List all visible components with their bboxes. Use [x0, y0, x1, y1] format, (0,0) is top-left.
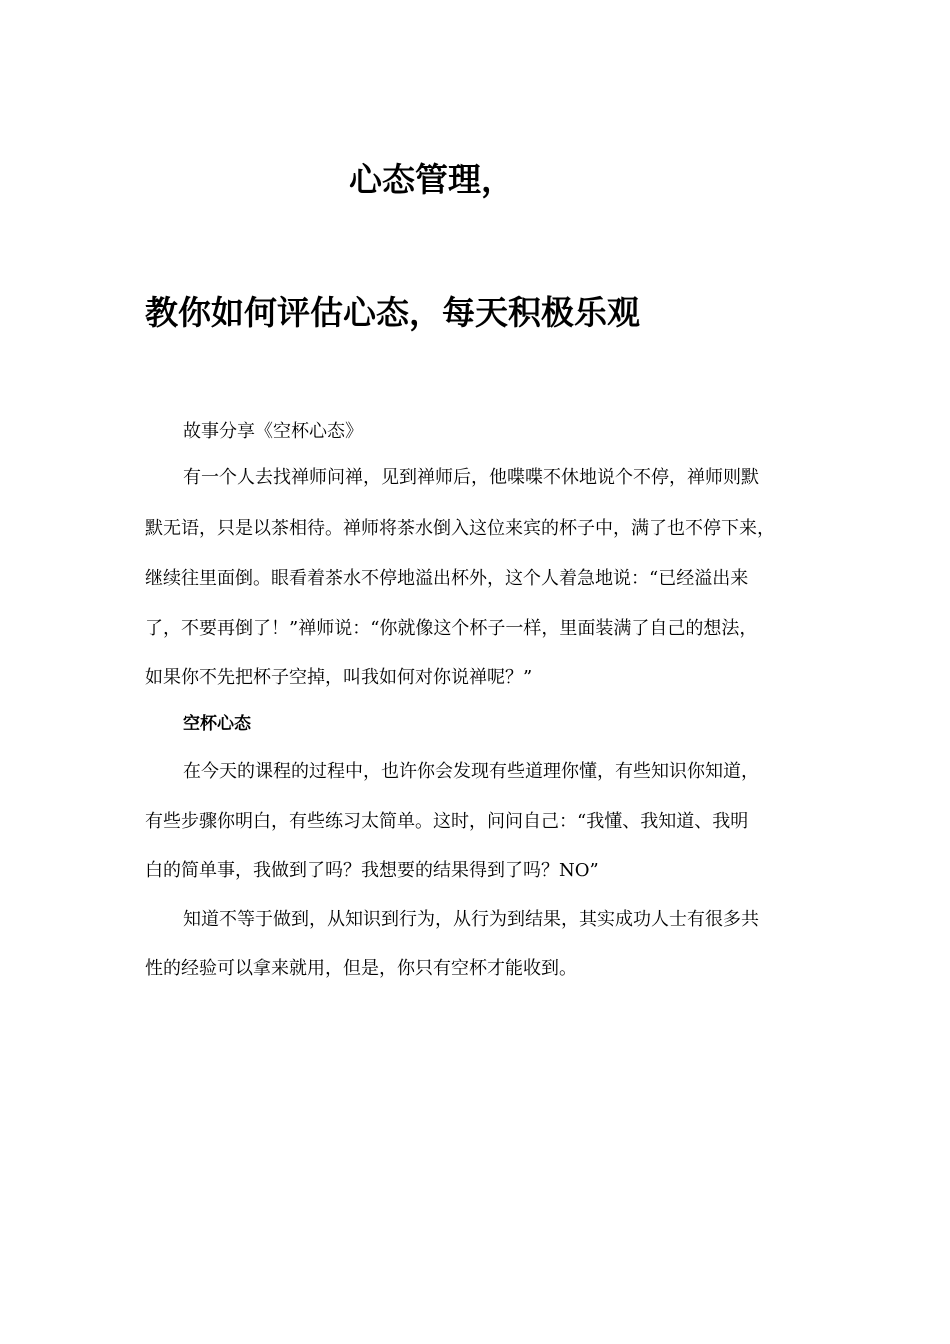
document-title-line-2: 教你如何评估心态，每天积极乐观 [145, 293, 640, 332]
section-heading: 空杯心态 [183, 714, 251, 734]
paragraph-line: 在今天的课程的过程中，也许你会发现有些道理你懂，有些知识你知道， [183, 761, 759, 782]
story-paragraph-line: 了，不要再倒了！”禅师说：“你就像这个杯子一样，里面装满了自己的想法， [145, 618, 758, 639]
story-paragraph-line: 默无语，只是以茶相待。禅师将茶水倒入这位来宾的杯子中，满了也不停下来， [145, 518, 775, 539]
paragraph-line: 性的经验可以拿来就用，但是，你只有空杯才能收到。 [145, 958, 577, 979]
paragraph-line: 白的简单事，我做到了吗？我想要的结果得到了吗？NO” [145, 860, 599, 881]
story-paragraph-line: 如果你不先把杯子空掉，叫我如何对你说禅呢？” [145, 667, 533, 688]
story-paragraph-line: 继续往里面倒。眼看着茶水不停地溢出杯外，这个人着急地说：“已经溢出来 [145, 568, 749, 589]
story-heading: 故事分享《空杯心态》 [183, 421, 363, 442]
document-title-line-1: 心态管理， [349, 160, 514, 199]
paragraph-line: 有些步骤你明白，有些练习太简单。这时，问问自己：“我懂、我知道、我明 [145, 811, 749, 832]
paragraph-line: 知道不等于做到，从知识到行为，从行为到结果，其实成功人士有很多共 [183, 909, 759, 930]
story-paragraph-line: 有一个人去找禅师问禅，见到禅师后，他喋喋不休地说个不停，禅师则默 [183, 467, 759, 488]
